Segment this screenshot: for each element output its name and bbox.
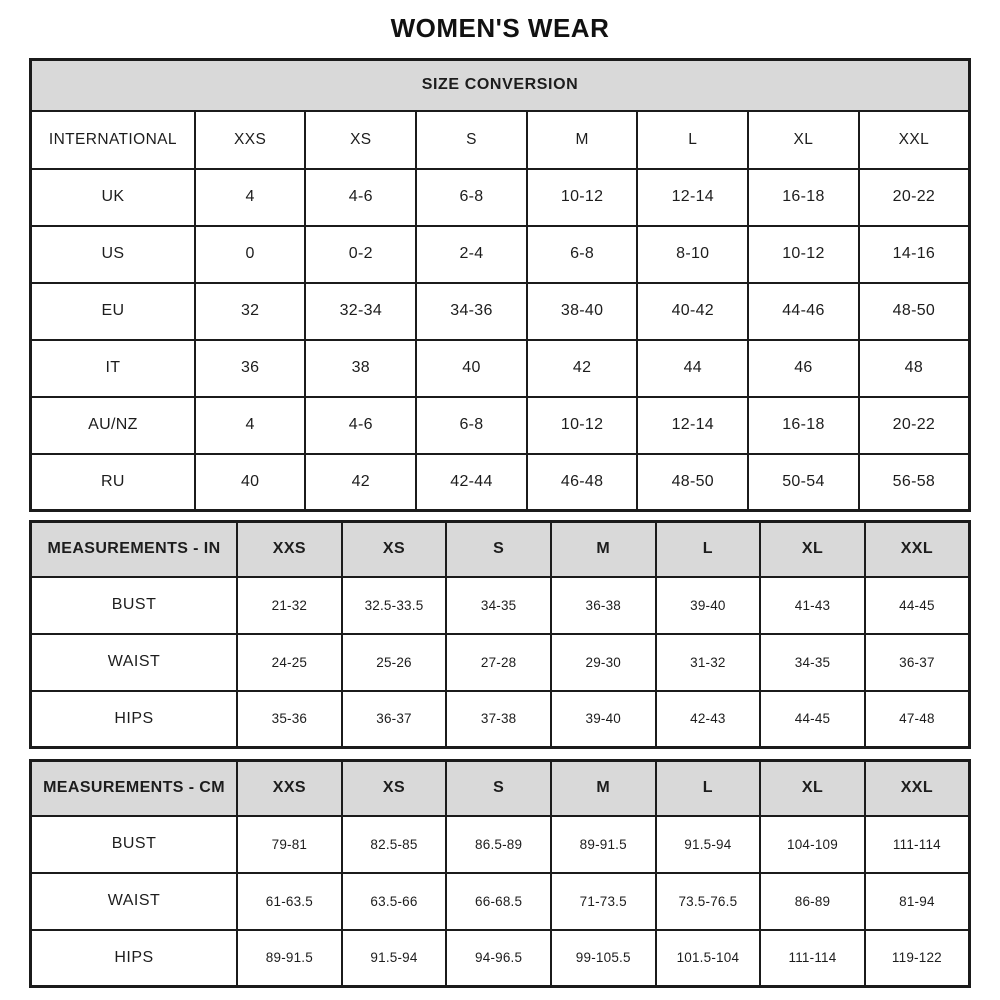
value-cell: 32 [195,283,306,340]
value-cell: 6-8 [527,226,638,283]
value-cell: 36 [195,340,306,397]
value-cell: 32-34 [305,283,416,340]
value-cell: 4 [195,397,306,454]
value-cell: 50-54 [748,454,859,511]
value-cell: 34-35 [446,577,551,634]
size-column-header: S [446,522,551,577]
value-cell: 16-18 [748,169,859,226]
value-cell: 0 [195,226,306,283]
size-column-header: XXL [865,761,970,816]
measurements-cm-table [29,759,971,988]
value-cell: 27-28 [446,634,551,691]
value-cell: 21-32 [237,577,342,634]
row-label: RU [31,454,195,511]
value-cell: 6-8 [416,397,527,454]
row-label: BUST [31,577,238,634]
value-cell: 111-114 [760,930,865,987]
table-row [31,454,970,511]
row-label: BUST [31,816,238,873]
size-column-header: XXL [865,522,970,577]
row-label: US [31,226,195,283]
value-cell: 66-68.5 [446,873,551,930]
measurements-in-table [29,520,971,749]
table-row [31,816,970,873]
row-label-header: MEASUREMENTS - IN [31,522,238,577]
value-cell: 101.5-104 [656,930,761,987]
value-cell: 82.5-85 [342,816,447,873]
size-column-header: XXS [237,522,342,577]
value-cell: 24-25 [237,634,342,691]
value-cell: 91.5-94 [656,816,761,873]
value-cell: 25-26 [342,634,447,691]
value-cell: 36-37 [865,634,970,691]
value-cell: 34-36 [416,283,527,340]
size-column-header: S [416,111,527,169]
row-label: IT [31,340,195,397]
row-label-header: INTERNATIONAL [31,111,195,169]
value-cell: 10-12 [527,397,638,454]
value-cell: 10-12 [748,226,859,283]
value-cell: 44-45 [865,577,970,634]
value-cell: 89-91.5 [237,930,342,987]
value-cell: 2-4 [416,226,527,283]
size-column-header: L [656,522,761,577]
value-cell: 99-105.5 [551,930,656,987]
size-column-header: XL [748,111,859,169]
value-cell: 41-43 [760,577,865,634]
value-cell: 44-46 [748,283,859,340]
value-cell: 104-109 [760,816,865,873]
size-column-header: XXS [237,761,342,816]
value-cell: 73.5-76.5 [656,873,761,930]
table-row [31,283,970,340]
value-cell: 46-48 [527,454,638,511]
value-cell: 119-122 [865,930,970,987]
value-cell: 38 [305,340,416,397]
value-cell: 81-94 [865,873,970,930]
value-cell: 10-12 [527,169,638,226]
value-cell: 4-6 [305,169,416,226]
table-row [31,226,970,283]
size-column-header: S [446,761,551,816]
value-cell: 44 [637,340,748,397]
value-cell: 86.5-89 [446,816,551,873]
value-cell: 56-58 [859,454,970,511]
value-cell: 48 [859,340,970,397]
size-column-header: M [551,522,656,577]
value-cell: 36-38 [551,577,656,634]
table-header-row [31,761,970,816]
size-column-header: L [637,111,748,169]
row-label: EU [31,283,195,340]
row-label: HIPS [31,930,238,987]
value-cell: 4 [195,169,306,226]
value-cell: 39-40 [656,577,761,634]
value-cell: 39-40 [551,691,656,748]
value-cell: 42-43 [656,691,761,748]
table-row [31,340,970,397]
value-cell: 38-40 [527,283,638,340]
table-row [31,634,970,691]
value-cell: 61-63.5 [237,873,342,930]
size-conversion-table [29,58,971,512]
page-title: WOMEN'S WEAR [390,13,610,43]
size-column-header: M [551,761,656,816]
size-column-header: XXS [195,111,306,169]
table-row [31,873,970,930]
value-cell: 46 [748,340,859,397]
value-cell: 6-8 [416,169,527,226]
value-cell: 20-22 [859,397,970,454]
size-column-header: XS [305,111,416,169]
value-cell: 79-81 [237,816,342,873]
table-row [31,930,970,987]
row-label: AU/NZ [31,397,195,454]
size-column-header: XL [760,761,865,816]
value-cell: 40 [195,454,306,511]
table-header-row [31,522,970,577]
row-label-header: MEASUREMENTS - CM [31,761,238,816]
value-cell: 31-32 [656,634,761,691]
size-column-header: M [527,111,638,169]
table-header-row [31,111,970,169]
value-cell: 48-50 [637,454,748,511]
row-label: HIPS [31,691,238,748]
value-cell: 42 [305,454,416,511]
value-cell: 71-73.5 [551,873,656,930]
value-cell: 91.5-94 [342,930,447,987]
value-cell: 0-2 [305,226,416,283]
value-cell: 111-114 [865,816,970,873]
value-cell: 63.5-66 [342,873,447,930]
size-column-header: L [656,761,761,816]
size-column-header: XS [342,522,447,577]
value-cell: 4-6 [305,397,416,454]
value-cell: 32.5-33.5 [342,577,447,634]
table-row [31,397,970,454]
value-cell: 20-22 [859,169,970,226]
table-row [31,169,970,226]
value-cell: 34-35 [760,634,865,691]
value-cell: 47-48 [865,691,970,748]
value-cell: 40 [416,340,527,397]
value-cell: 35-36 [237,691,342,748]
value-cell: 42 [527,340,638,397]
value-cell: 48-50 [859,283,970,340]
table-banner: SIZE CONVERSION [31,60,970,111]
value-cell: 29-30 [551,634,656,691]
row-label: WAIST [31,873,238,930]
row-label: UK [31,169,195,226]
size-column-header: XL [760,522,865,577]
value-cell: 44-45 [760,691,865,748]
value-cell: 89-91.5 [551,816,656,873]
value-cell: 86-89 [760,873,865,930]
value-cell: 16-18 [748,397,859,454]
value-cell: 40-42 [637,283,748,340]
table-row [31,577,970,634]
table-banner-row [31,60,970,111]
value-cell: 36-37 [342,691,447,748]
table-row [31,691,970,748]
value-cell: 37-38 [446,691,551,748]
row-label: WAIST [31,634,238,691]
value-cell: 94-96.5 [446,930,551,987]
value-cell: 8-10 [637,226,748,283]
value-cell: 14-16 [859,226,970,283]
value-cell: 12-14 [637,169,748,226]
value-cell: 12-14 [637,397,748,454]
size-column-header: XS [342,761,447,816]
value-cell: 42-44 [416,454,527,511]
size-column-header: XXL [859,111,970,169]
